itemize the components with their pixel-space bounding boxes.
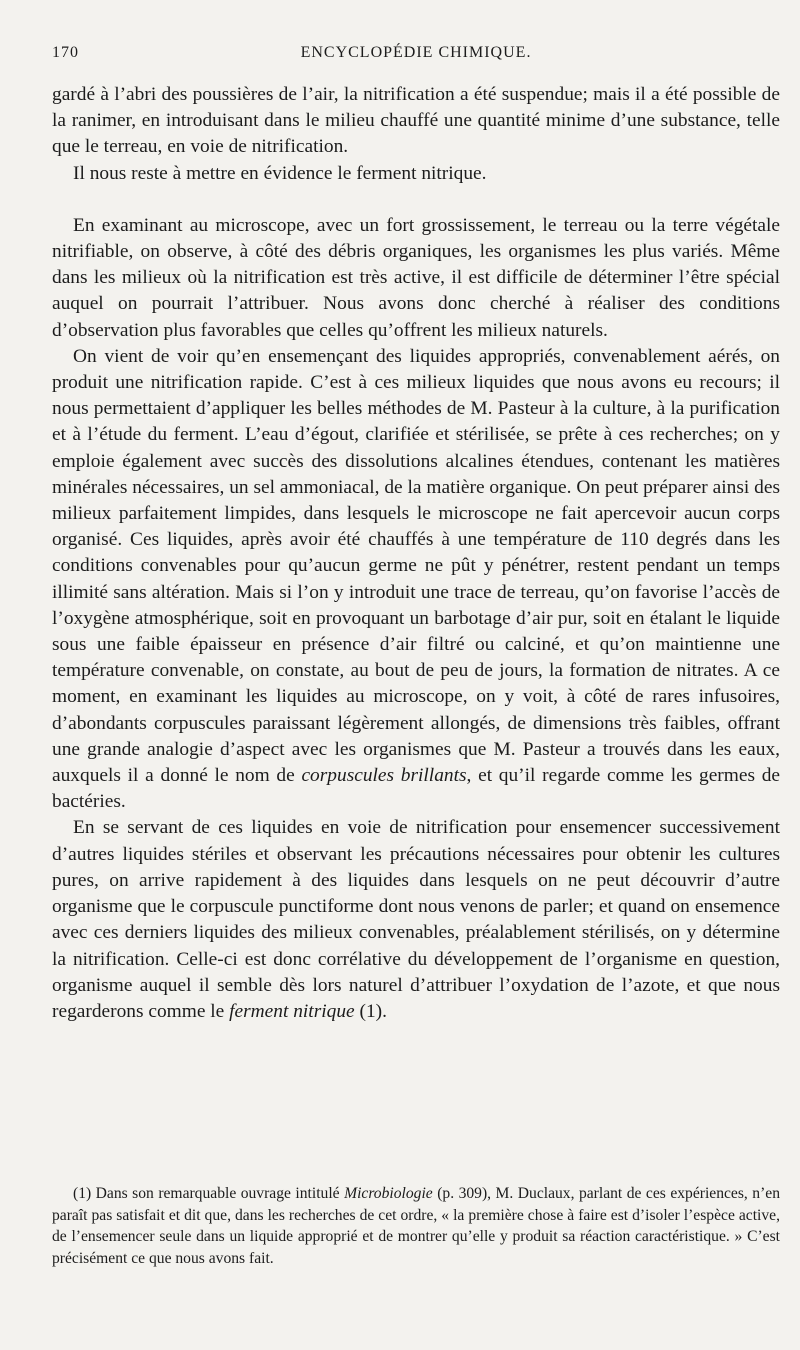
paragraph-continued: gardé à l’abri des poussières de l’air, la nitrification a été suspendue; mais il a été possible de la ranimer, en introduisant dans le milieu chauffé une quantité minime d’une substance, telle que le terreau, en voie de nitrification. xyxy=(52,84,780,158)
footnote-text-before: (1) Dans son remarquable ouvrage intitulé xyxy=(73,1185,340,1202)
paragraph-cultures xyxy=(52,815,780,1025)
body-text xyxy=(52,82,780,1025)
emphasis-ferment-nitrique: ferment nitrique xyxy=(229,1000,355,1022)
paragraph-liquids-end: , et qu’il regarde comme les germes de bactéries. xyxy=(52,765,781,813)
paragraph-microscope: En examinant au microscope, avec un fort grossissement, le terreau ou la terre végétale nitrifiable, on observe, à côté des débris organiques, les organismes les plus variés. Même dans les milieux où la nitrification est très active, il est difficile de déterminer l’être spécial auquel on pourrait l’attribuer. Nous avons donc cherché à réaliser des conditions d’observation plus favorables que celles qu’offrent les milieux naturels. xyxy=(52,214,780,341)
footnote-title: Microbiologie xyxy=(344,1185,433,1202)
page-number: 170 xyxy=(52,44,79,61)
footnote-text-after: (p. 309), M. Duclaux, parlant de ces expériences, n’en paraît pas satisfait et dit que, dans les recherches de cet ordre, « la première chose à faire est d’isoler l’espèce active, de l’ensemencer seule dans un liquide approprié et de montrer qu’elle y produit sa réaction caractéristique. » C’est précisément ce que nous avons fait. xyxy=(52,1185,780,1267)
footnote-reference: (1). xyxy=(359,1000,387,1022)
running-title: ENCYCLOPÉDIE CHIMIQUE. xyxy=(300,44,532,61)
page-header xyxy=(52,44,780,68)
paragraph-ferment-intro: Il nous reste à mettre en évidence le ferment nitrique. xyxy=(73,162,487,184)
paragraph-liquids xyxy=(52,344,780,816)
emphasis-corpuscules: corpuscules brillants xyxy=(301,765,467,787)
paragraph-liquids-text: On vient de voir qu’en ensemençant des liquides appropriés, convenablement aérés, on produit une nitrification rapide. C’est à ces milieux liquides que nous avons eu recours; il nous permettaient d’appliquer les belles méthodes de M. Pasteur à la culture, à la purification et à l’étude du ferment. L’eau d’égout, clarifiée et stérilisée, se prête à ces recherches; on y emploie également avec succès des dissolutions alcalines étendues, contenant les matières minérales nécessaires, un sel ammoniacal, de la matière organique. On peut préparer ainsi des milieux parfaitement limpides, dans lesquels le microscope ne fait apercevoir aucun corps organisé. Ces liquides, après avoir été chauffés à une température de 110 degrés dans les conditions convenables pour qu’aucun germe ne pût y pénétrer, restent pendant un temps illimité sans altération. Mais si l’on y introduit une trace de terreau, qu’on favorise l’accès de l’oxygène atmosphérique, soit en provoquant un barbotage d’air pur, soit en étalant le liquide sous une faible épaisseur en présence d’air filtré ou calciné, et qu’on maintienne une température convenable, on constate, au bout de peu de jours, la formation de nitrates. A ce moment, en examinant les liquides au microscope, on y voit, à côté de rares infusoires, d’abondants corpuscules paraissant légèrement allongés, de dimensions très faibles, offrant une grande analogie d’aspect avec les organismes que M. Pasteur a trouvés dans les eaux, auxquels il a donné le nom de xyxy=(52,345,780,787)
paragraph-cultures-text: En se servant de ces liquides en voie de nitrification pour ensemencer successivement d’autres liquides stériles et observant les précautions nécessaires pour obtenir les cultures pures, on arrive rapidement à des liquides dans lesquels on ne peut découvrir d’autre organisme que le corpuscule punctiforme dont nous venons de parler; et quand on ensemence avec ces derniers liquides des milieux convenables, préalablement stérilisés, on y détermine la nitrification. Celle-ci est donc corrélative du développement de l’organisme en question, organisme auquel il semble dès lors naturel d’attribuer l’oxydation de l’azote, et que nous regarderons comme le xyxy=(52,817,780,1022)
footnote xyxy=(52,1183,780,1269)
footnote-text xyxy=(52,1183,780,1269)
